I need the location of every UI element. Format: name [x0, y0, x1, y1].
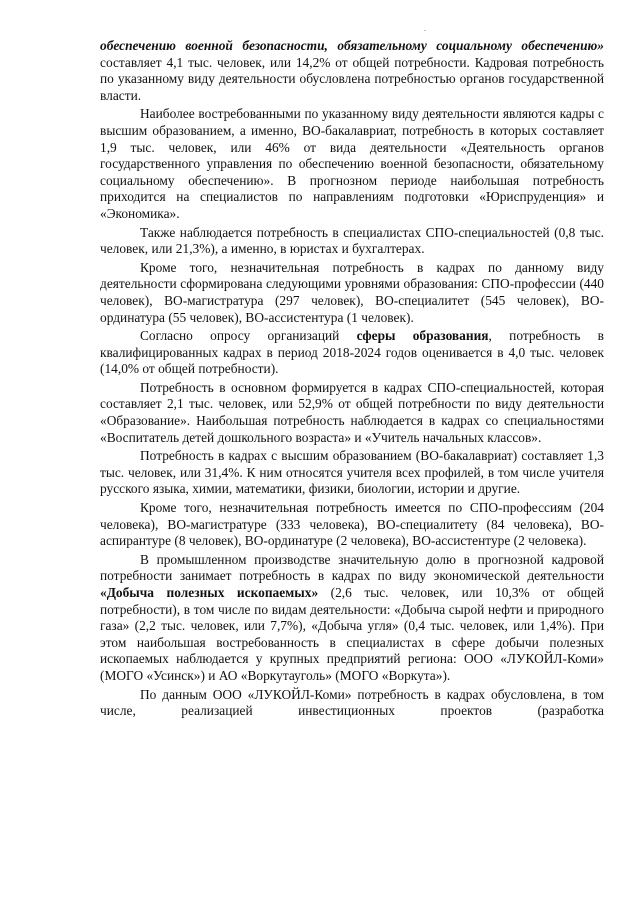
paragraph-10	[100, 687, 604, 720]
paragraph-7-run-1: Потребность в кадрах с высшим образованием (ВО-бакалавриат) составляет 1,3 тыс. человек, или 31,4%. К ним относятся учителя всех профилей, в том числе учителя русского языка, химии, математики, физики, биологии, истории и другие.	[100, 448, 604, 497]
paragraph-3-run-1: Также наблюдается потребность в специалистах СПО-специальностей (0,8 тыс. человек, или 21,3%), а именно, в юристах и бухгалтерах.	[100, 224, 604, 257]
paragraph-5	[100, 328, 604, 378]
paragraph-8-run-1: Кроме того, незначительная потребность имеется по СПО-профессиям (204 человека), ВО-магистратуре (333 человека), ВО-специалитету (84 человека), ВО-аспирантуре (8 человек), ВО-ординатуре (2 человека), ВО-ассистентуре (2 человека).	[100, 500, 604, 549]
paragraph-1-run-2: составляет 4,1 тыс. человек, или 14,2% от общей потребности. Кадровая потребность по указанному виду деятельности обусловлена потребностью органов государственной власти.	[100, 54, 604, 103]
paragraph-5-run-2: сферы образования	[356, 328, 489, 344]
paragraph-7	[100, 448, 604, 498]
paragraph-2-run-1: Наиболее востребованными по указанному виду деятельности являются кадры с высшим образованием, а именно, ВО-бакалавриат, потребность в которых составляет 1,9 тыс. человек, или 46% от вида деятельности «Деятельность органов государственного управления по обеспечению военной безопасности, обязательному социальному обеспечению». В прогнозном периоде наибольшая потребность приходится на специалистов по направлениям подготовки «Юриспруденция» и «Экономика».	[100, 106, 604, 221]
scan-speck	[424, 30, 426, 31]
paragraph-10-run-1: По данным ООО «ЛУКОЙЛ-Коми» потребность в кадрах обусловлена, в том числе, реализацией инвестиционных проектов (разработка	[100, 686, 604, 719]
paragraph-1-run-1: обеспечению военной безопасности, обязательному социальному обеспечению»	[100, 38, 604, 53]
paragraph-2	[100, 106, 604, 222]
paragraph-9-run-3: (2,6 тыс. человек, или 10,3% от общей потребности), в том числе по видам деятельности: «Добыча сырой нефти и природного газа» (2,2 тыс. человек, или 7,7%), «Добыча угля» (0,4 тыс. человек, или 1,4%). При этом наибольшая востребованность в специалистах в сфере добычи полезных ископаемых наблюдается у крупных предприятий региона: ООО «ЛУКОЙЛ-Коми» (МОГО «Усинск») и АО «Воркутауголь» (МОГО «Воркута»).	[100, 585, 604, 683]
paragraph-3	[100, 225, 604, 258]
paragraph-6-run-1: Потребность в основном формируется в кадрах СПО-специальностей, которая составляет 2,1 тыс. человек, или 52,9% от общей потребности по виду деятельности «Образование». Наибольшая потребность наблюдается в кадрах со специальностями «Воспитатель детей дошкольного возраста» и «Учитель начальных классов».	[100, 379, 604, 445]
paragraph-4-run-1: Кроме того, незначительная потребность в кадрах по данному виду деятельности сформирована следующими уровнями образования: СПО-профессии (440 человек), ВО-магистратура (297 человек), ВО-специалитет (545 человек), ВО-ординатура (55 человек), ВО-ассистентура (1 человек).	[100, 259, 604, 325]
paragraph-5-run-1: Согласно опросу организаций	[140, 328, 357, 344]
paragraph-9-run-2: «Добыча полезных ископаемых»	[100, 585, 319, 600]
paragraph-1	[100, 38, 604, 104]
paragraph-9	[100, 552, 604, 685]
paragraph-5-run-3: , потребность в квалифицированных кадрах в период 2018-2024 годов оценивается в 4,0 тыс. человек (14,0% от общей потребности).	[100, 328, 604, 377]
paragraph-4	[100, 260, 604, 326]
paragraph-6	[100, 380, 604, 446]
paragraph-9-run-1: В промышленном производстве значительную долю в прогнозной кадровой потребности занимает потребность в кадрах по виду экономической деятельности	[100, 551, 604, 584]
paragraph-8	[100, 500, 604, 550]
document-body	[100, 38, 604, 720]
